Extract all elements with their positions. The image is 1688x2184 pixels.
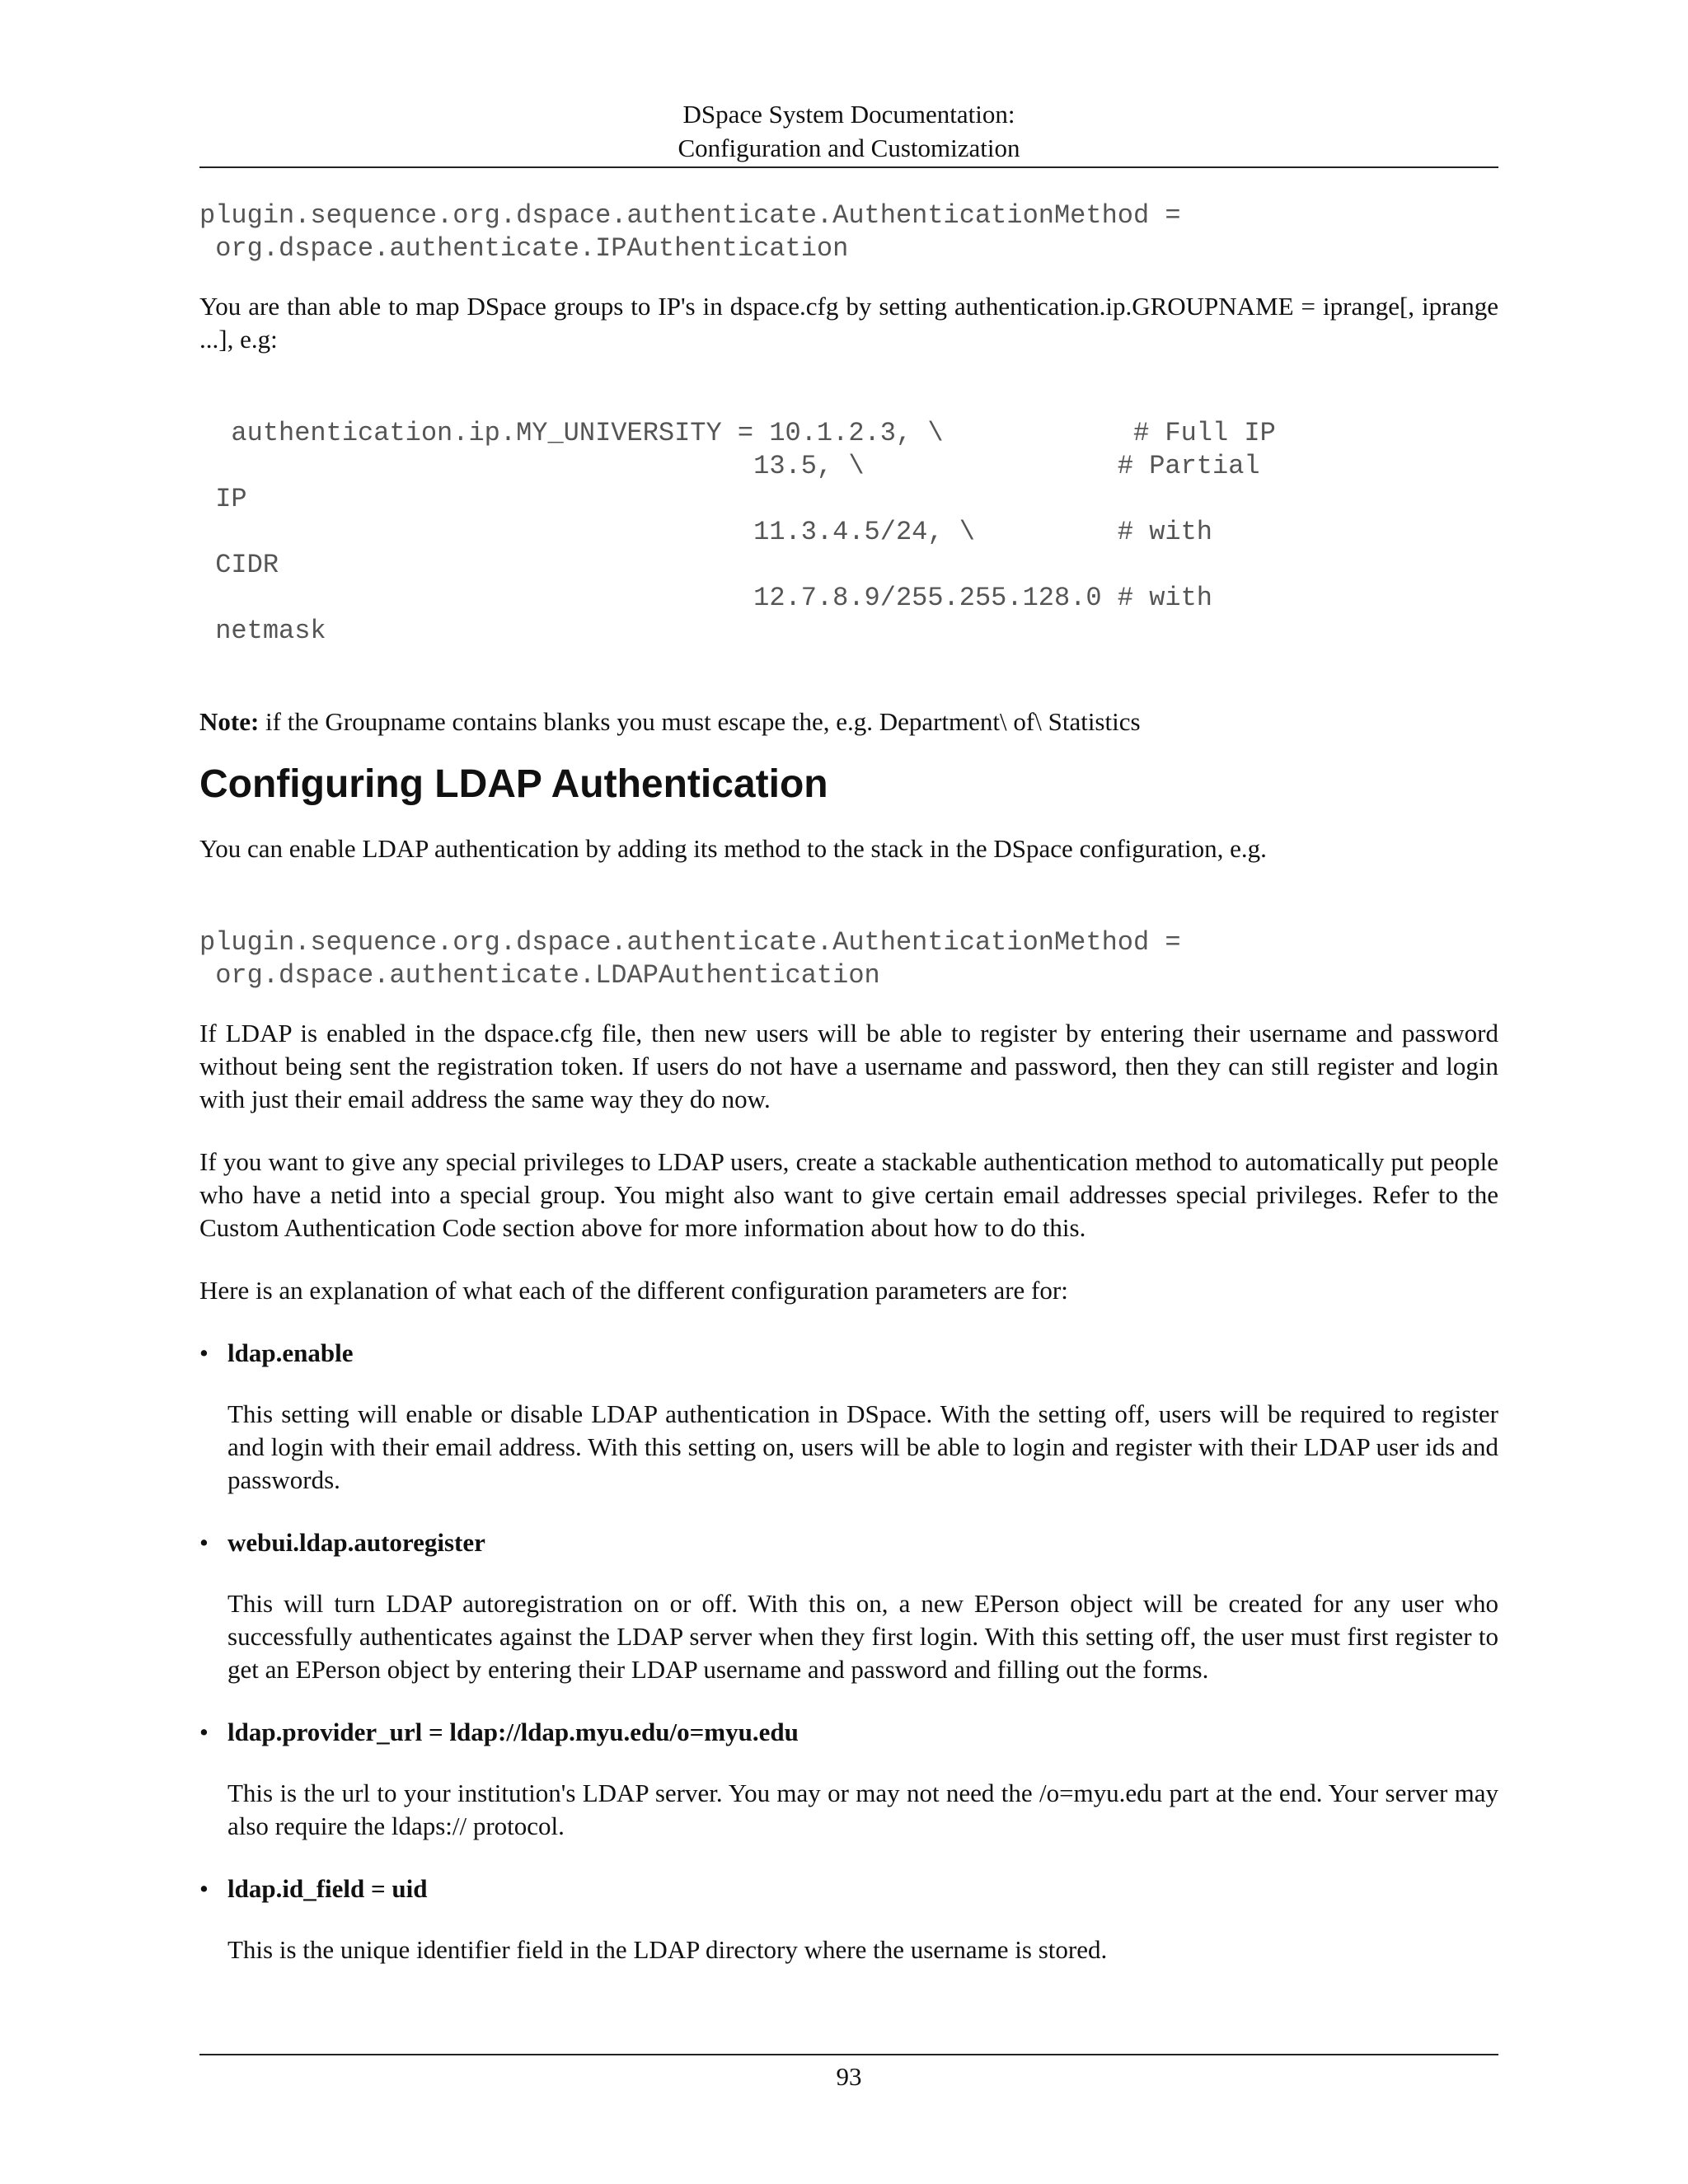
footer-rule xyxy=(199,2054,1498,2055)
paragraph-enable-ldap: You can enable LDAP authentication by adding its method to the stack in the DSpace configuration, e.g. xyxy=(199,834,1267,863)
page-number: 93 xyxy=(836,2062,862,2091)
parameter-item-ldap-enable xyxy=(199,1337,1498,1497)
document-body xyxy=(199,188,1498,1996)
parameter-term: ldap.enable xyxy=(227,1338,354,1367)
header-rule xyxy=(199,166,1498,168)
paragraph-map-groups: You are than able to map DSpace groups to IP's in dspace.cfg by setting authentication.ip.GROUPNAME = iprange[, iprange ...], e.g: xyxy=(199,292,1498,354)
section-heading-ldap: Configuring LDAP Authentication xyxy=(199,762,828,806)
parameter-term: ldap.id_field = uid xyxy=(227,1874,428,1903)
paragraph-special-privileges: If you want to give any special privileges to LDAP users, create a stackable authentication method to automatically put people who have a netid into a special group. You might also want to give certain email addresses special privileges. Refer to the Custom Authentication Code section above for more information about how to do this. xyxy=(199,1147,1498,1242)
parameter-term: webui.ldap.autoregister xyxy=(227,1528,485,1557)
note-paragraph xyxy=(199,705,1498,738)
paragraph-ldap-enabled: If LDAP is enabled in the dspace.cfg file, then new users will be able to register by entering their username and password without being sent the registration token. If users do not have a username and password, then they can still register and login with just their email address the same way they do now. xyxy=(199,1019,1498,1113)
parameter-item-ldap-id-field xyxy=(199,1872,1498,1966)
parameter-list xyxy=(199,1337,1498,1966)
bullet-icon: • xyxy=(199,1528,209,1557)
note-text: if the Groupname contains blanks you must escape the, e.g. Department\ of\ Statistics xyxy=(259,707,1141,736)
page-header xyxy=(199,97,1498,165)
bullet-icon: • xyxy=(199,1718,209,1746)
header-title-line1: DSpace System Documentation: xyxy=(682,100,1015,129)
parameter-item-ldap-provider-url xyxy=(199,1716,1498,1843)
bullet-icon: • xyxy=(199,1874,209,1903)
parameter-description: This is the url to your institution's LDAP server. You may or may not need the /o=myu.edu part at the end. Your server may also require the ldaps:// protocol. xyxy=(227,1779,1498,1840)
parameter-description: This is the unique identifier field in the LDAP directory where the username is stored. xyxy=(227,1935,1108,1964)
parameter-description: This will turn LDAP autoregistration on or off. With this on, a new EPerson object will be created for any user who successfully authenticates against the LDAP server when they first login. With this setting off, the user must first register to get an EPerson object by entering their LDAP username and password and filling out the forms. xyxy=(227,1589,1498,1684)
header-title-line2: Configuration and Customization xyxy=(678,134,1020,162)
document-page xyxy=(199,0,1498,2184)
parameter-item-webui-ldap-autoregister xyxy=(199,1526,1498,1686)
parameter-term: ldap.provider_url = ldap://ldap.myu.edu/o=myu.edu xyxy=(227,1718,799,1746)
bullet-icon: • xyxy=(199,1338,209,1367)
paragraph-parameter-explanation: Here is an explanation of what each of the different configuration parameters are for: xyxy=(199,1276,1068,1305)
note-label: Note: xyxy=(199,707,260,736)
code-ldap-authentication-method: plugin.sequence.org.dspace.authenticate.AuthenticationMethod = org.dspace.authenticate.LDAPAuthentication xyxy=(199,927,1181,991)
parameter-description: This setting will enable or disable LDAP authentication in DSpace. With the setting off, users will be required to register and login with their email address. With this setting on, users will be able to login and register with their LDAP user ids and passwords. xyxy=(227,1399,1498,1494)
code-ip-authentication-method: plugin.sequence.org.dspace.authenticate.AuthenticationMethod = org.dspace.authenticate.IPAuthentication xyxy=(199,200,1181,264)
code-ip-range-example: authentication.ip.MY_UNIVERSITY = 10.1.2.3, \ # Full IP 13.5, \ # Partial IP 11.3.4.5/24, \ # with CIDR 12.7.8.9/255.255.128.0 # with netmask xyxy=(215,418,1276,646)
